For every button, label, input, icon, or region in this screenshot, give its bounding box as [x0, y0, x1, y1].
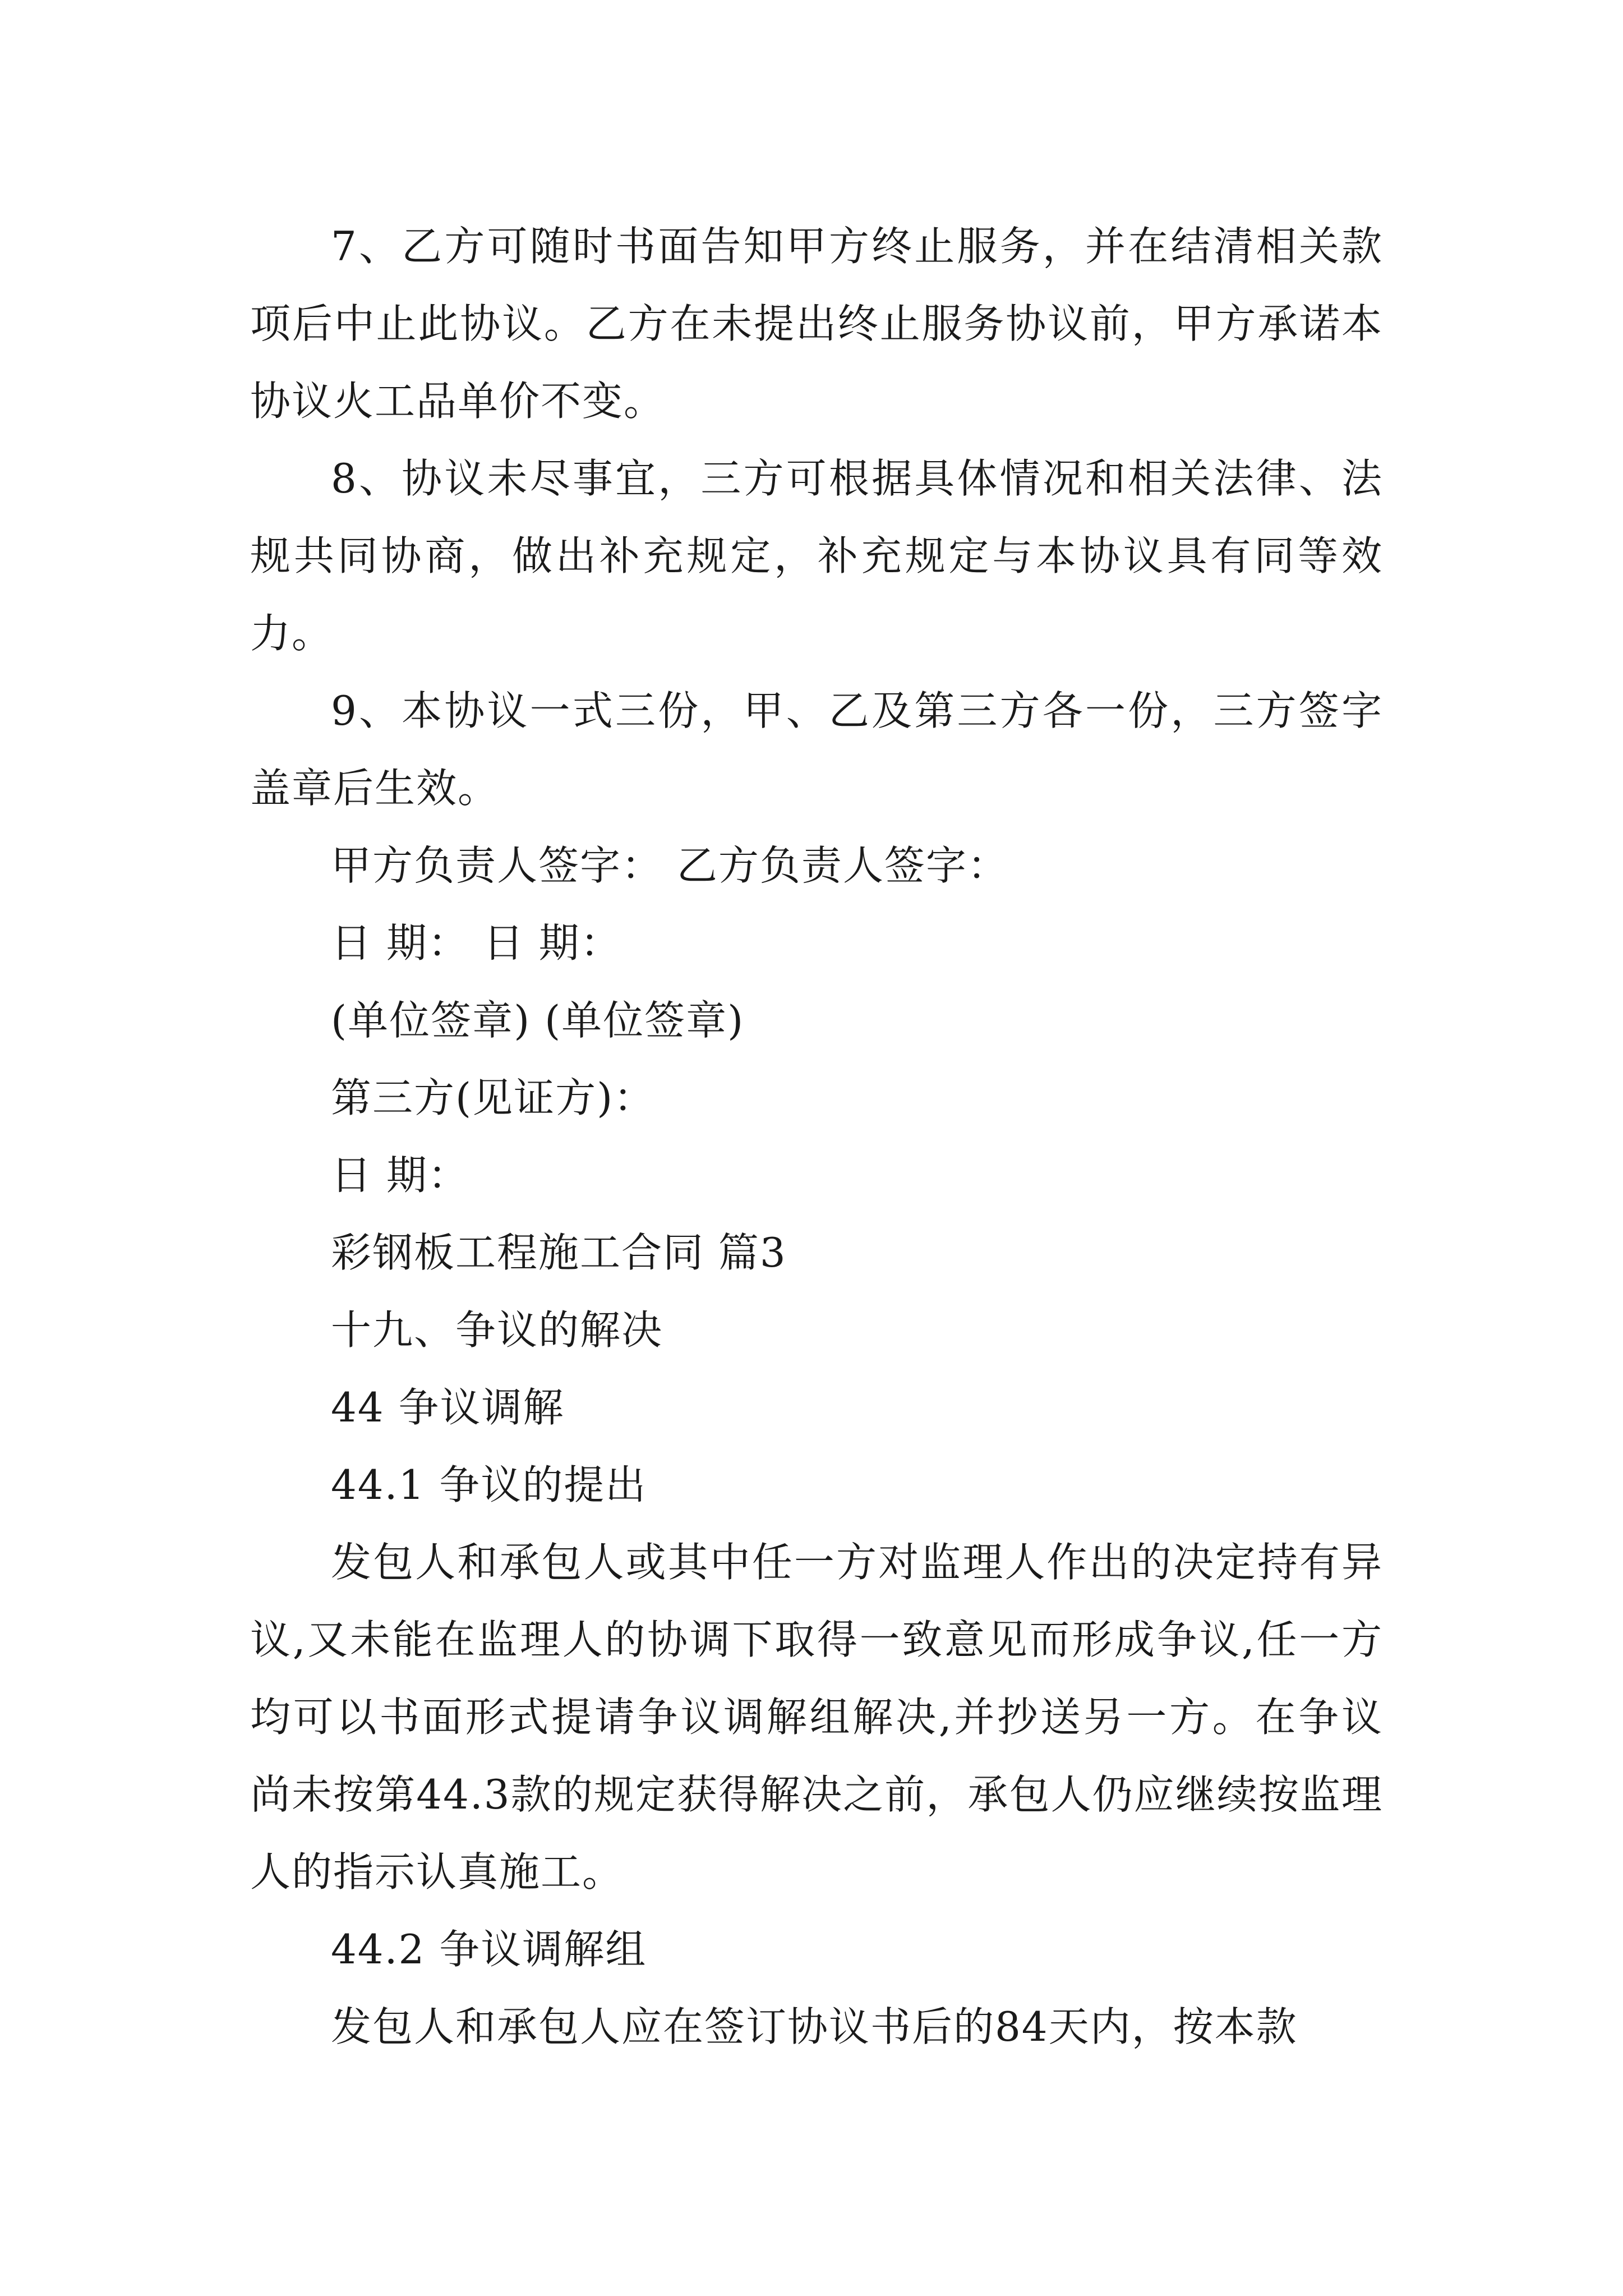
chapter-heading: 十九、争议的解决	[331, 1306, 663, 1354]
paragraph-44-1-body: 发包人和承包人或其中任一方对监理人作出的决定持有异议,又未能在监理人的协调下取得一致意见而形成争议,任一方均可以书面形式提请争议调解组解决,并抄送另一方。在争议尚未按第44.3款的规定获得解决之前，承包人仍应继续按监理人的指示认真施工。	[250, 1539, 1383, 1895]
clause-heading-44-1: 44.1 争议的提出	[331, 1461, 647, 1508]
clause-heading-44: 44 争议调解	[331, 1384, 565, 1431]
document-body	[250, 208, 1383, 2065]
section-title: 彩钢板工程施工合同 篇3	[331, 1229, 787, 1276]
signature-line-parties: 甲方负责人签字： 乙方负责人签字：	[331, 842, 1009, 889]
date-line-parties: 日 期： 日 期：	[331, 919, 622, 967]
date-line-third-party: 日 期：	[331, 1152, 469, 1199]
seal-line-parties: (单位签章) (单位签章)	[331, 997, 745, 1044]
paragraph-44-2-body: 发包人和承包人应在签订协议书后的84天内，按本款	[331, 2003, 1298, 2050]
paragraph-clause-9: 9、本协议一式三份，甲、乙及第三方各一份，三方签字盖章后生效。	[250, 687, 1383, 812]
clause-heading-44-2: 44.2 争议调解组	[331, 1926, 647, 1973]
paragraph-clause-8: 8、协议未尽事宜，三方可根据具体情况和相关法律、法规共同协商，做出补充规定，补充规定与本协议具有同等效力。	[250, 455, 1383, 657]
paragraph-clause-7: 7、乙方可随时书面告知甲方终止服务，并在结清相关款项后中止此协议。乙方在未提出终止服务协议前，甲方承诺本协议火工品单价不变。	[250, 223, 1383, 425]
third-party-line: 第三方(见证方)：	[331, 1074, 656, 1121]
